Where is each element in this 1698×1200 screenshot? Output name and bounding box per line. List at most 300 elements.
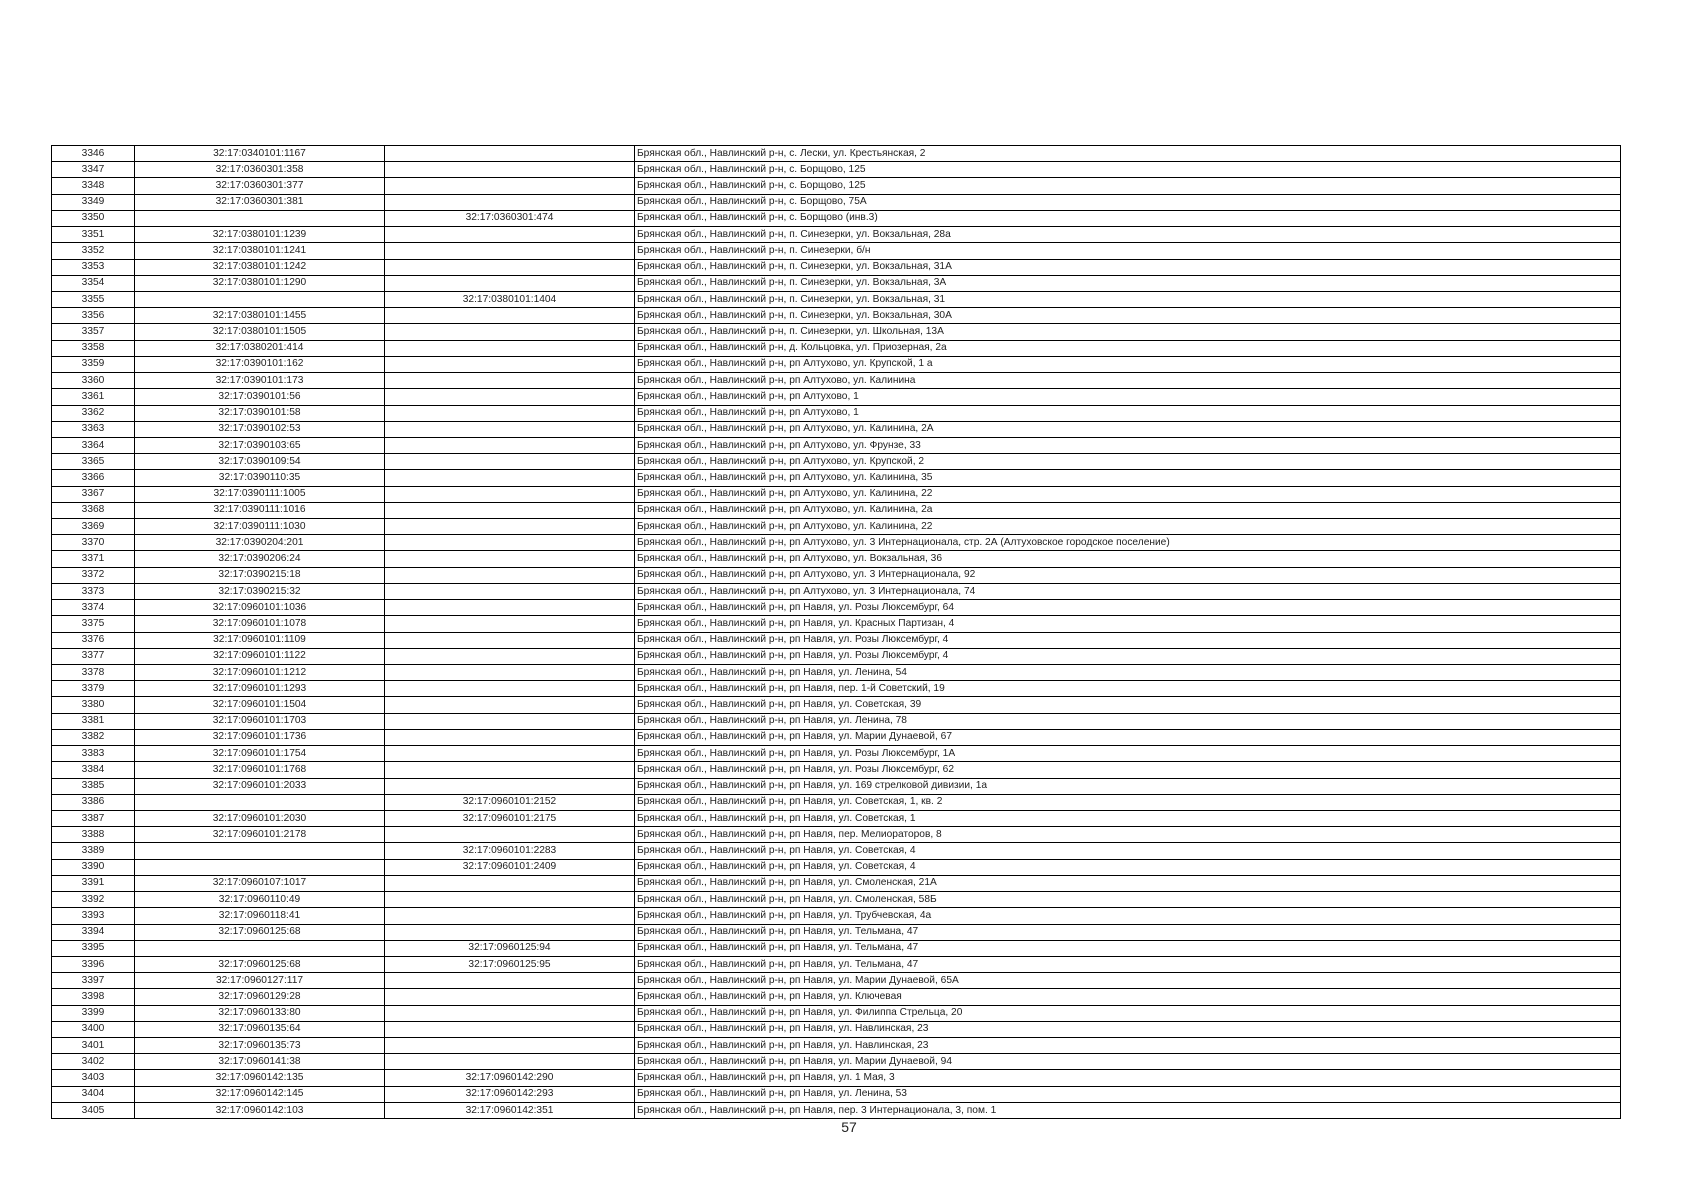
- address-cell: Брянская обл., Навлинский р-н, рп Навля, ул. Смоленская, 21А: [635, 875, 1621, 891]
- row-number-cell: 3400: [52, 1021, 135, 1037]
- table-row: [52, 810, 1621, 826]
- row-number-cell: 3386: [52, 794, 135, 810]
- cadastral-number-2-cell: [385, 243, 635, 259]
- row-number-cell: 3357: [52, 324, 135, 340]
- address-cell: Брянская обл., Навлинский р-н, рп Алтухово, ул. Крупской, 2: [635, 454, 1621, 470]
- cadastral-number-cell: 32:17:0380101:1505: [135, 324, 385, 340]
- row-number-cell: 3389: [52, 843, 135, 859]
- cadastral-number-cell: 32:17:0380101:1290: [135, 275, 385, 291]
- row-number-cell: 3360: [52, 373, 135, 389]
- table-row: [52, 486, 1621, 502]
- address-cell: Брянская обл., Навлинский р-н, рп Навля, ул. Ленина, 78: [635, 713, 1621, 729]
- cadastral-number-2-cell: [385, 486, 635, 502]
- row-number-cell: 3372: [52, 567, 135, 583]
- cadastral-number-cell: 32:17:0390111:1005: [135, 486, 385, 502]
- cadastral-number-2-cell: [385, 437, 635, 453]
- cadastral-number-2-cell: 32:17:0960101:2283: [385, 843, 635, 859]
- address-cell: Брянская обл., Навлинский р-н, рп Навля, ул. Розы Люксембург, 1А: [635, 746, 1621, 762]
- cadastral-number-cell: 32:17:0380101:1241: [135, 243, 385, 259]
- cadastral-number-cell: 32:17:0390109:54: [135, 454, 385, 470]
- cadastral-number-cell: 32:17:0960101:2030: [135, 810, 385, 826]
- row-number-cell: 3366: [52, 470, 135, 486]
- cadastral-number-cell: 32:17:0380101:1239: [135, 227, 385, 243]
- cadastral-number-2-cell: 32:17:0360301:474: [385, 210, 635, 226]
- address-cell: Брянская обл., Навлинский р-н, рп Навля, ул. Трубчевская, 4а: [635, 908, 1621, 924]
- cadastral-number-2-cell: [385, 729, 635, 745]
- row-number-cell: 3358: [52, 340, 135, 356]
- address-cell: Брянская обл., Навлинский р-н, рп Навля, ул. Марии Дунаевой, 67: [635, 729, 1621, 745]
- row-number-cell: 3367: [52, 486, 135, 502]
- cadastral-number-2-cell: [385, 1038, 635, 1054]
- cadastral-number-cell: 32:17:0380101:1242: [135, 259, 385, 275]
- cadastral-number-cell: 32:17:0390101:162: [135, 356, 385, 372]
- cadastral-number-cell: 32:17:0960101:1703: [135, 713, 385, 729]
- address-cell: Брянская обл., Навлинский р-н, рп Навля, ул. 1 Мая, 3: [635, 1070, 1621, 1086]
- cadastral-number-cell: 32:17:0960101:1754: [135, 746, 385, 762]
- row-number-cell: 3349: [52, 194, 135, 210]
- cadastral-number-cell: 32:17:0390102:53: [135, 421, 385, 437]
- table-row: [52, 1038, 1621, 1054]
- table-row: [52, 892, 1621, 908]
- row-number-cell: 3396: [52, 956, 135, 972]
- table-row: [52, 535, 1621, 551]
- row-number-cell: 3352: [52, 243, 135, 259]
- row-number-cell: 3391: [52, 875, 135, 891]
- cadastral-number-2-cell: [385, 583, 635, 599]
- cadastral-number-2-cell: [385, 713, 635, 729]
- table-row: [52, 389, 1621, 405]
- address-cell: Брянская обл., Навлинский р-н, рп Навля, пер. 1-й Советский, 19: [635, 681, 1621, 697]
- address-cell: Брянская обл., Навлинский р-н, рп Алтухово, 1: [635, 405, 1621, 421]
- cadastral-number-2-cell: [385, 989, 635, 1005]
- cadastral-number-2-cell: [385, 908, 635, 924]
- address-cell: Брянская обл., Навлинский р-н, рп Навля, ул. Марии Дунаевой, 65А: [635, 973, 1621, 989]
- address-cell: Брянская обл., Навлинский р-н, рп Алтухово, ул. Вокзальная, 36: [635, 551, 1621, 567]
- cadastral-number-cell: 32:17:0960142:103: [135, 1102, 385, 1118]
- cadastral-number-cell: 32:17:0360301:381: [135, 194, 385, 210]
- row-number-cell: 3347: [52, 162, 135, 178]
- cadastral-number-cell: 32:17:0390101:58: [135, 405, 385, 421]
- cadastral-number-2-cell: [385, 973, 635, 989]
- registry-table-body: [52, 146, 1621, 1119]
- table-row: [52, 583, 1621, 599]
- cadastral-number-2-cell: [385, 421, 635, 437]
- table-row: [52, 194, 1621, 210]
- cadastral-number-2-cell: [385, 567, 635, 583]
- cadastral-number-cell: [135, 794, 385, 810]
- table-row: [52, 859, 1621, 875]
- table-row: [52, 989, 1621, 1005]
- table-row: [52, 827, 1621, 843]
- table-row: [52, 454, 1621, 470]
- table-row: [52, 762, 1621, 778]
- cadastral-number-cell: 32:17:0380101:1455: [135, 308, 385, 324]
- address-cell: Брянская обл., Навлинский р-н, п. Синезерки, б/н: [635, 243, 1621, 259]
- address-cell: Брянская обл., Навлинский р-н, рп Алтухово, ул. Фрунзе, 33: [635, 437, 1621, 453]
- table-row: [52, 697, 1621, 713]
- address-cell: Брянская обл., Навлинский р-н, рп Алтухово, ул. Калинина, 2а: [635, 502, 1621, 518]
- table-row: [52, 340, 1621, 356]
- row-number-cell: 3378: [52, 665, 135, 681]
- table-row: [52, 275, 1621, 291]
- cadastral-number-2-cell: [385, 324, 635, 340]
- address-cell: Брянская обл., Навлинский р-н, с. Лески, ул. Крестьянская, 2: [635, 146, 1621, 162]
- address-cell: Брянская обл., Навлинский р-н, рп Алтухово, ул. Калинина, 35: [635, 470, 1621, 486]
- cadastral-number-cell: 32:17:0960101:1504: [135, 697, 385, 713]
- cadastral-number-cell: 32:17:0960110:49: [135, 892, 385, 908]
- address-cell: Брянская обл., Навлинский р-н, рп Навля, ул. Марии Дунаевой, 94: [635, 1054, 1621, 1070]
- cadastral-number-2-cell: [385, 340, 635, 356]
- cadastral-number-cell: 32:17:0960101:2033: [135, 778, 385, 794]
- row-number-cell: 3351: [52, 227, 135, 243]
- table-row: [52, 567, 1621, 583]
- cadastral-number-2-cell: [385, 194, 635, 210]
- address-cell: Брянская обл., Навлинский р-н, рп Навля, ул. Ленина, 54: [635, 665, 1621, 681]
- table-row: [52, 243, 1621, 259]
- table-row: [52, 778, 1621, 794]
- cadastral-number-cell: 32:17:0360301:358: [135, 162, 385, 178]
- table-row: [52, 421, 1621, 437]
- row-number-cell: 3348: [52, 178, 135, 194]
- cadastral-number-cell: 32:17:0390101:56: [135, 389, 385, 405]
- table-row: [52, 551, 1621, 567]
- cadastral-number-cell: 32:17:0390215:32: [135, 583, 385, 599]
- cadastral-number-2-cell: [385, 162, 635, 178]
- address-cell: Брянская обл., Навлинский р-н, рп Навля, ул. Советская, 39: [635, 697, 1621, 713]
- address-cell: Брянская обл., Навлинский р-н, п. Синезерки, ул. Вокзальная, 31А: [635, 259, 1621, 275]
- cadastral-number-2-cell: [385, 827, 635, 843]
- address-cell: Брянская обл., Навлинский р-н, рп Навля, ул. Тельмана, 47: [635, 924, 1621, 940]
- table-row: [52, 956, 1621, 972]
- row-number-cell: 3356: [52, 308, 135, 324]
- cadastral-number-cell: 32:17:0960127:117: [135, 973, 385, 989]
- cadastral-number-cell: [135, 859, 385, 875]
- table-row: [52, 665, 1621, 681]
- row-number-cell: 3375: [52, 616, 135, 632]
- table-row: [52, 616, 1621, 632]
- address-cell: Брянская обл., Навлинский р-н, рп Навля, ул. Тельмана, 47: [635, 956, 1621, 972]
- address-cell: Брянская обл., Навлинский р-н, рп Навля, ул. Ленина, 53: [635, 1086, 1621, 1102]
- table-row: [52, 502, 1621, 518]
- address-cell: Брянская обл., Навлинский р-н, п. Синезерки, ул. Вокзальная, 3А: [635, 275, 1621, 291]
- row-number-cell: 3405: [52, 1102, 135, 1118]
- address-cell: Брянская обл., Навлинский р-н, п. Синезерки, ул. Вокзальная, 30А: [635, 308, 1621, 324]
- table-row: [52, 746, 1621, 762]
- address-cell: Брянская обл., Навлинский р-н, рп Навля, ул. Смоленская, 58Б: [635, 892, 1621, 908]
- cadastral-number-cell: 32:17:0390111:1016: [135, 502, 385, 518]
- cadastral-number-2-cell: 32:17:0960142:293: [385, 1086, 635, 1102]
- cadastral-number-2-cell: [385, 356, 635, 372]
- cadastral-number-2-cell: [385, 1021, 635, 1037]
- cadastral-number-cell: 32:17:0960118:41: [135, 908, 385, 924]
- address-cell: Брянская обл., Навлинский р-н, рп Навля, ул. Розы Люксембург, 62: [635, 762, 1621, 778]
- table-row: [52, 1021, 1621, 1037]
- cadastral-number-2-cell: [385, 405, 635, 421]
- address-cell: Брянская обл., Навлинский р-н, рп Алтухово, ул. Калинина: [635, 373, 1621, 389]
- cadastral-number-2-cell: [385, 227, 635, 243]
- cadastral-number-2-cell: [385, 373, 635, 389]
- cadastral-number-cell: 32:17:0960125:68: [135, 924, 385, 940]
- table-row: [52, 373, 1621, 389]
- table-row: [52, 875, 1621, 891]
- cadastral-number-2-cell: [385, 681, 635, 697]
- cadastral-number-2-cell: [385, 697, 635, 713]
- cadastral-number-2-cell: [385, 146, 635, 162]
- cadastral-number-cell: 32:17:0360301:377: [135, 178, 385, 194]
- address-cell: Брянская обл., Навлинский р-н, рп Алтухово, ул. Калинина, 2А: [635, 421, 1621, 437]
- row-number-cell: 3382: [52, 729, 135, 745]
- row-number-cell: 3393: [52, 908, 135, 924]
- address-cell: Брянская обл., Навлинский р-н, с. Борщово, 125: [635, 162, 1621, 178]
- address-cell: Брянская обл., Навлинский р-н, рп Навля, ул. Ключевая: [635, 989, 1621, 1005]
- table-row: [52, 1054, 1621, 1070]
- cadastral-number-2-cell: [385, 616, 635, 632]
- cadastral-number-cell: 32:17:0960107:1017: [135, 875, 385, 891]
- address-cell: Брянская обл., Навлинский р-н, рп Навля, ул. Навлинская, 23: [635, 1021, 1621, 1037]
- cadastral-number-2-cell: [385, 470, 635, 486]
- cadastral-number-2-cell: [385, 389, 635, 405]
- cadastral-number-2-cell: 32:17:0960101:2175: [385, 810, 635, 826]
- table-row: [52, 1005, 1621, 1021]
- table-row: [52, 1070, 1621, 1086]
- cadastral-number-2-cell: [385, 875, 635, 891]
- table-row: [52, 324, 1621, 340]
- cadastral-number-2-cell: [385, 632, 635, 648]
- cadastral-number-2-cell: [385, 535, 635, 551]
- cadastral-number-2-cell: [385, 551, 635, 567]
- row-number-cell: 3371: [52, 551, 135, 567]
- cadastral-number-cell: [135, 843, 385, 859]
- cadastral-number-cell: [135, 940, 385, 956]
- row-number-cell: 3355: [52, 291, 135, 307]
- row-number-cell: 3346: [52, 146, 135, 162]
- cadastral-number-2-cell: [385, 600, 635, 616]
- cadastral-number-cell: 32:17:0390206:24: [135, 551, 385, 567]
- cadastral-number-cell: 32:17:0960101:1293: [135, 681, 385, 697]
- cadastral-number-2-cell: [385, 308, 635, 324]
- cadastral-number-cell: 32:17:0960101:1768: [135, 762, 385, 778]
- cadastral-number-cell: 32:17:0960101:2178: [135, 827, 385, 843]
- row-number-cell: 3359: [52, 356, 135, 372]
- table-row: [52, 843, 1621, 859]
- row-number-cell: 3403: [52, 1070, 135, 1086]
- cadastral-number-cell: 32:17:0960142:135: [135, 1070, 385, 1086]
- address-cell: Брянская обл., Навлинский р-н, рп Навля, ул. Красных Партизан, 4: [635, 616, 1621, 632]
- row-number-cell: 3387: [52, 810, 135, 826]
- table-row: [52, 973, 1621, 989]
- row-number-cell: 3365: [52, 454, 135, 470]
- row-number-cell: 3350: [52, 210, 135, 226]
- address-cell: Брянская обл., Навлинский р-н, с. Борщово, 75А: [635, 194, 1621, 210]
- address-cell: Брянская обл., Навлинский р-н, рп Навля, ул. Советская, 4: [635, 859, 1621, 875]
- row-number-cell: 3369: [52, 519, 135, 535]
- page-number: 57: [841, 1119, 857, 1135]
- cadastral-number-2-cell: [385, 924, 635, 940]
- cadastral-number-2-cell: [385, 665, 635, 681]
- address-cell: Брянская обл., Навлинский р-н, п. Синезерки, ул. Школьная, 13А: [635, 324, 1621, 340]
- address-cell: Брянская обл., Навлинский р-н, рп Навля, ул. Навлинская, 23: [635, 1038, 1621, 1054]
- address-cell: Брянская обл., Навлинский р-н, д. Кольцовка, ул. Приозерная, 2а: [635, 340, 1621, 356]
- cadastral-number-2-cell: 32:17:0960142:351: [385, 1102, 635, 1118]
- address-cell: Брянская обл., Навлинский р-н, рп Навля, пер. Мелиораторов, 8: [635, 827, 1621, 843]
- table-row: [52, 437, 1621, 453]
- row-number-cell: 3363: [52, 421, 135, 437]
- table-row: [52, 308, 1621, 324]
- cadastral-number-2-cell: [385, 746, 635, 762]
- cadastral-number-cell: [135, 210, 385, 226]
- address-cell: Брянская обл., Навлинский р-н, рп Навля, ул. 169 стрелковой дивизии, 1а: [635, 778, 1621, 794]
- cadastral-number-cell: 32:17:0340101:1167: [135, 146, 385, 162]
- row-number-cell: 3380: [52, 697, 135, 713]
- row-number-cell: 3377: [52, 648, 135, 664]
- table-row: [52, 729, 1621, 745]
- row-number-cell: 3399: [52, 1005, 135, 1021]
- row-number-cell: 3397: [52, 973, 135, 989]
- table-row: [52, 713, 1621, 729]
- row-number-cell: 3395: [52, 940, 135, 956]
- address-cell: Брянская обл., Навлинский р-н, с. Борщово, 125: [635, 178, 1621, 194]
- table-row: [52, 1102, 1621, 1118]
- address-cell: Брянская обл., Навлинский р-н, п. Синезерки, ул. Вокзальная, 31: [635, 291, 1621, 307]
- table-row: [52, 908, 1621, 924]
- cadastral-number-cell: 32:17:0960135:73: [135, 1038, 385, 1054]
- row-number-cell: 3388: [52, 827, 135, 843]
- cadastral-number-2-cell: [385, 778, 635, 794]
- cadastral-number-2-cell: [385, 648, 635, 664]
- cadastral-number-cell: 32:17:0960101:1736: [135, 729, 385, 745]
- table-row: [52, 519, 1621, 535]
- address-cell: Брянская обл., Навлинский р-н, рп Навля, ул. Советская, 1: [635, 810, 1621, 826]
- cadastral-number-cell: 32:17:0380201:414: [135, 340, 385, 356]
- address-cell: Брянская обл., Навлинский р-н, рп Алтухово, ул. 3 Интернационала, 74: [635, 583, 1621, 599]
- table-row: [52, 681, 1621, 697]
- table-row: [52, 405, 1621, 421]
- address-cell: Брянская обл., Навлинский р-н, рп Алтухово, ул. 3 Интернационала, 92: [635, 567, 1621, 583]
- row-number-cell: 3398: [52, 989, 135, 1005]
- address-cell: Брянская обл., Навлинский р-н, рп Навля, ул. Розы Люксембург, 4: [635, 648, 1621, 664]
- cadastral-number-2-cell: 32:17:0960142:290: [385, 1070, 635, 1086]
- cadastral-number-cell: 32:17:0960101:1109: [135, 632, 385, 648]
- table-row: [52, 600, 1621, 616]
- cadastral-number-cell: 32:17:0390204:201: [135, 535, 385, 551]
- row-number-cell: 3390: [52, 859, 135, 875]
- table-row: [52, 146, 1621, 162]
- cadastral-number-2-cell: [385, 454, 635, 470]
- table-row: [52, 940, 1621, 956]
- address-cell: Брянская обл., Навлинский р-н, рп Алтухово, ул. Калинина, 22: [635, 519, 1621, 535]
- table-row: [52, 924, 1621, 940]
- cadastral-number-cell: 32:17:0960125:68: [135, 956, 385, 972]
- row-number-cell: 3370: [52, 535, 135, 551]
- row-number-cell: 3381: [52, 713, 135, 729]
- table-row: [52, 470, 1621, 486]
- cadastral-number-cell: 32:17:0960101:1078: [135, 616, 385, 632]
- table-row: [52, 648, 1621, 664]
- address-cell: Брянская обл., Навлинский р-н, рп Навля, ул. Филиппа Стрельца, 20: [635, 1005, 1621, 1021]
- cadastral-number-2-cell: [385, 1005, 635, 1021]
- cadastral-number-cell: 32:17:0960129:28: [135, 989, 385, 1005]
- cadastral-number-2-cell: 32:17:0960125:95: [385, 956, 635, 972]
- table-row: [52, 162, 1621, 178]
- address-cell: Брянская обл., Навлинский р-н, рп Навля, ул. Розы Люксембург, 4: [635, 632, 1621, 648]
- cadastral-number-cell: 32:17:0960101:1036: [135, 600, 385, 616]
- row-number-cell: 3401: [52, 1038, 135, 1054]
- cadastral-number-cell: 32:17:0390103:65: [135, 437, 385, 453]
- row-number-cell: 3373: [52, 583, 135, 599]
- address-cell: Брянская обл., Навлинский р-н, рп Навля, ул. Советская, 1, кв. 2: [635, 794, 1621, 810]
- row-number-cell: 3402: [52, 1054, 135, 1070]
- table-row: [52, 632, 1621, 648]
- cadastral-number-2-cell: [385, 502, 635, 518]
- cadastral-number-cell: 32:17:0960133:80: [135, 1005, 385, 1021]
- row-number-cell: 3392: [52, 892, 135, 908]
- cadastral-number-cell: 32:17:0390215:18: [135, 567, 385, 583]
- cadastral-number-2-cell: [385, 178, 635, 194]
- address-cell: Брянская обл., Навлинский р-н, рп Навля, пер. 3 Интернационала, 3, пом. 1: [635, 1102, 1621, 1118]
- row-number-cell: 3364: [52, 437, 135, 453]
- cadastral-number-2-cell: [385, 259, 635, 275]
- row-number-cell: 3354: [52, 275, 135, 291]
- table-row: [52, 259, 1621, 275]
- row-number-cell: 3379: [52, 681, 135, 697]
- table-row: [52, 356, 1621, 372]
- cadastral-number-2-cell: [385, 275, 635, 291]
- cadastral-number-cell: 32:17:0960101:1122: [135, 648, 385, 664]
- address-cell: Брянская обл., Навлинский р-н, рп Навля, ул. Розы Люксембург, 64: [635, 600, 1621, 616]
- cadastral-number-2-cell: 32:17:0960101:2409: [385, 859, 635, 875]
- cadastral-number-2-cell: 32:17:0960125:94: [385, 940, 635, 956]
- row-number-cell: 3383: [52, 746, 135, 762]
- row-number-cell: 3361: [52, 389, 135, 405]
- row-number-cell: 3353: [52, 259, 135, 275]
- cadastral-number-cell: 32:17:0960135:64: [135, 1021, 385, 1037]
- cadastral-number-cell: 32:17:0390101:173: [135, 373, 385, 389]
- row-number-cell: 3368: [52, 502, 135, 518]
- address-cell: Брянская обл., Навлинский р-н, с. Борщово (инв.3): [635, 210, 1621, 226]
- cadastral-number-2-cell: [385, 519, 635, 535]
- registry-table: [51, 145, 1621, 1119]
- row-number-cell: 3374: [52, 600, 135, 616]
- row-number-cell: 3384: [52, 762, 135, 778]
- table-row: [52, 794, 1621, 810]
- row-number-cell: 3385: [52, 778, 135, 794]
- cadastral-number-2-cell: 32:17:0960101:2152: [385, 794, 635, 810]
- address-cell: Брянская обл., Навлинский р-н, рп Навля, ул. Советская, 4: [635, 843, 1621, 859]
- table-row: [52, 210, 1621, 226]
- cadastral-number-cell: 32:17:0960142:145: [135, 1086, 385, 1102]
- cadastral-number-2-cell: [385, 892, 635, 908]
- cadastral-number-cell: 32:17:0390111:1030: [135, 519, 385, 535]
- address-cell: Брянская обл., Навлинский р-н, рп Алтухово, ул. Крупской, 1 а: [635, 356, 1621, 372]
- address-cell: Брянская обл., Навлинский р-н, рп Навля, ул. Тельмана, 47: [635, 940, 1621, 956]
- cadastral-number-cell: 32:17:0390110:35: [135, 470, 385, 486]
- cadastral-number-cell: [135, 291, 385, 307]
- table-row: [52, 1086, 1621, 1102]
- address-cell: Брянская обл., Навлинский р-н, п. Синезерки, ул. Вокзальная, 28а: [635, 227, 1621, 243]
- table-row: [52, 178, 1621, 194]
- cadastral-number-2-cell: [385, 762, 635, 778]
- table-row: [52, 291, 1621, 307]
- cadastral-number-cell: 32:17:0960101:1212: [135, 665, 385, 681]
- cadastral-number-2-cell: [385, 1054, 635, 1070]
- address-cell: Брянская обл., Навлинский р-н, рп Алтухово, ул. Калинина, 22: [635, 486, 1621, 502]
- row-number-cell: 3362: [52, 405, 135, 421]
- cadastral-number-cell: 32:17:0960141:38: [135, 1054, 385, 1070]
- row-number-cell: 3404: [52, 1086, 135, 1102]
- address-cell: Брянская обл., Навлинский р-н, рп Алтухово, ул. 3 Интернационала, стр. 2А (Алтуховское городское поселение): [635, 535, 1621, 551]
- address-cell: Брянская обл., Навлинский р-н, рп Алтухово, 1: [635, 389, 1621, 405]
- cadastral-number-2-cell: 32:17:0380101:1404: [385, 291, 635, 307]
